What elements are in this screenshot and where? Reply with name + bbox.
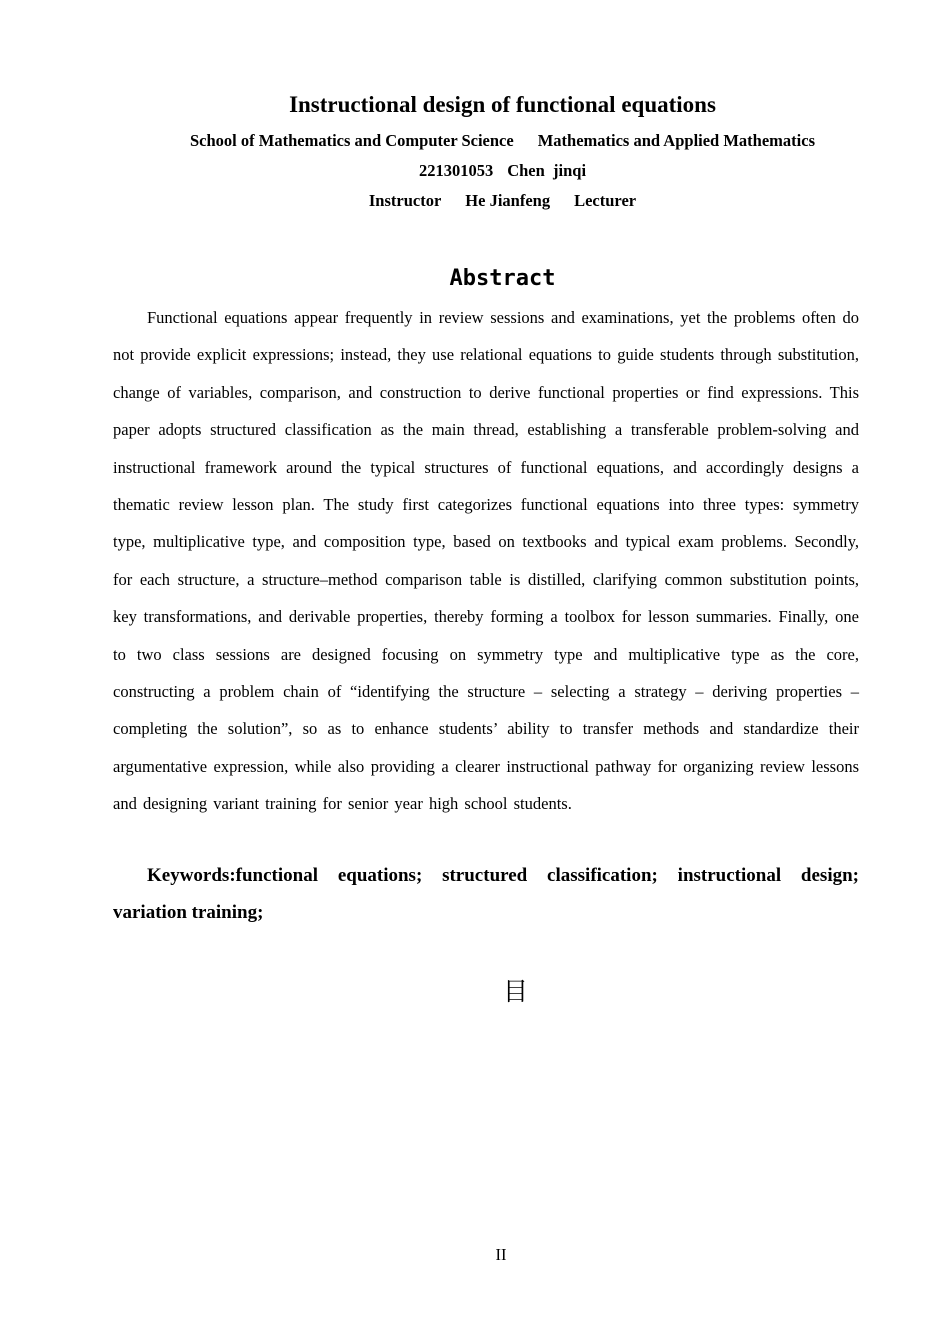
abstract-heading: Abstract (449, 266, 556, 291)
page-number: II (495, 1245, 507, 1264)
student-line (0, 160, 950, 182)
instructor-title: Lecturer (574, 191, 637, 210)
toc-heading: 目 (503, 977, 529, 1006)
instructor-line (0, 190, 950, 212)
abstract-body: Functional equations appear frequently in review sessions and examinations, yet the problems often do not provide explicit expressions; instead, they use relational equations to guide students through substitution, change of variables, comparison, and construction to derive functional properties or find expressions. This paper adopts structured classification as the main thread, establishing a transferable problem-solving and instructional framework around the typical structures of functional equations, and accordingly designs a thematic review lesson plan. The study first categorizes functional equations into three types: symmetry type, multiplicative type, and composition type, based on textbooks and typical exam problems. Secondly, for each structure, a structure–method comparison table is distilled, clarifying common substitution points, key transformations, and derivable properties, thereby forming a toolbox for lesson summaries. Finally, one to two class sessions are designed focusing on symmetry type and multiplicative type as the core, constructing a problem chain of “identifying the structure – selecting a strategy – deriving properties – completing the solution”, so as to enhance students’ ability to transfer methods and standardize their argumentative expression, while also providing a clearer instructional pathway for organizing review lessons and designing variant training for senior year high school students. (113, 308, 859, 814)
keywords: Keywords:functional equations; structured classification; instructional design; variation training; (113, 865, 859, 924)
student-id: 221301053 (418, 161, 494, 180)
author-affiliation-line (0, 130, 950, 152)
instructor-label: Instructor (368, 191, 442, 210)
student-name: Chen jinqi (507, 161, 587, 180)
paper-title: Instructional design of functional equations (289, 92, 716, 117)
major-name: Mathematics and Applied Mathematics (537, 131, 815, 150)
instructor-name: He Jianfeng (465, 191, 551, 210)
school-name: School of Mathematics and Computer Science (190, 131, 514, 150)
